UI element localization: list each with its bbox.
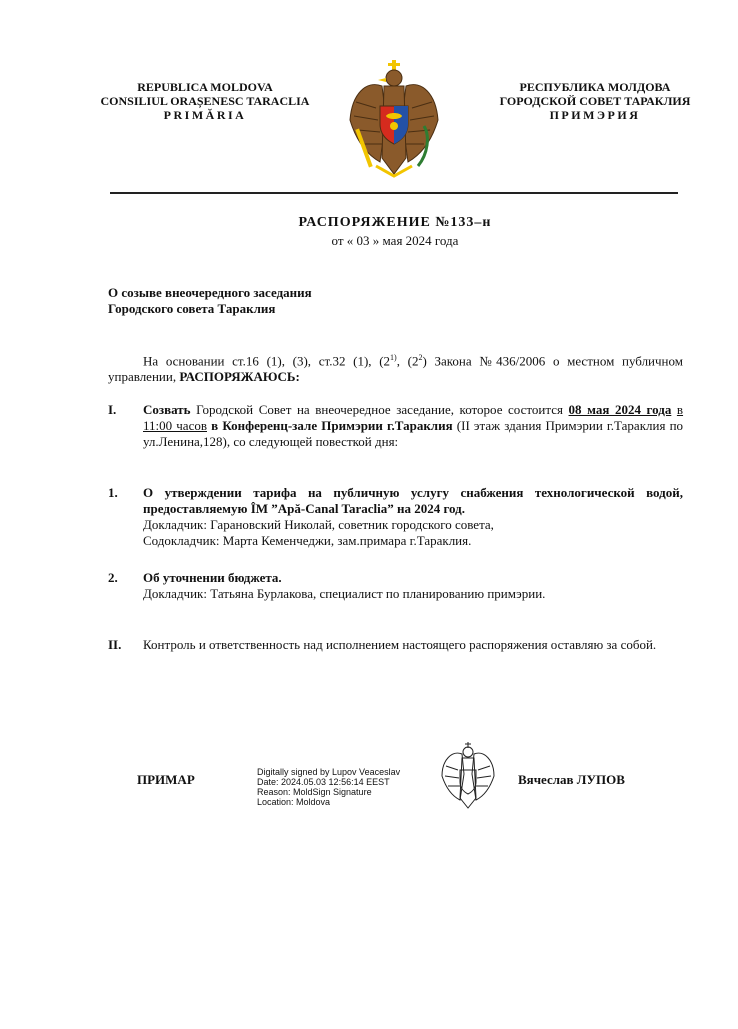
agenda-item-2-title: Об уточнении бюджета. [143,570,282,585]
agenda-item-2-number: 2. [108,570,118,585]
coat-of-arms-icon [346,58,442,180]
section2-text: Контроль и ответственность над исполнением настоящего распоряжения оставляю за собой. [143,637,657,652]
subject-line2: Городского совета Тараклия [108,301,276,316]
header-left-line1: REPUBLICA MOLDOVA [137,80,273,94]
agenda-item-1-title: О утверждении тарифа на публичную услугу снабжения технологической водой, предоставляемую ÎM ”Apă-Canal Taraclia” на 2024 год. [143,485,683,516]
digital-signature-line2: Date: 2024.05.03 12:56:14 EEST [257,777,390,787]
section1-t1: Созвать [143,402,191,417]
signature-name: Вячеслав ЛУПОВ [518,772,625,787]
agenda-item-2-speaker: Докладчик: Татьяна Бурлакова, специалист по планированию примэрии. [143,586,546,601]
section1-time: в 11:00 часов [143,402,684,433]
section1-t7: (II этаж здания Примэрии г.Тараклия по ул.Ленина,128), со следующей повесткой дня: [143,418,684,449]
section2-number: II. [108,637,122,652]
digital-signature-line4: Location: Moldova [257,797,331,807]
section1-number: I. [108,402,117,417]
section1-text [143,402,683,450]
basis-sup1: 1) [390,353,397,362]
basis-sup2: 2 [418,353,423,362]
header-left-line3: PRIMĂRIA [163,108,247,122]
header-right [490,80,700,122]
subject-line1: О созыве внеочередного заседания [108,285,312,300]
digital-signature [257,767,400,807]
basis-text-a: На основании ст.16 (1), (3), ст.32 (1), (2 [143,353,391,369]
agenda-item-1 [143,485,683,549]
basis-text-c: ) Закона №436/2006 о местном публичном управлении, [108,353,683,385]
document-subject [108,285,312,317]
agenda-item-1-number: 1. [108,485,118,500]
section1-t5: в [211,418,219,433]
document-date: от « 03 » мая 2024 года [331,233,459,248]
basis-paragraph [108,350,683,385]
agenda-item-1-speaker: Докладчик: Гарановский Николай, советник городского совета, [143,517,494,532]
digital-signature-line1: Digitally signed by Lupov Veaceslav [257,767,401,777]
digital-signature-line3: Reason: MoldSign Signature [257,787,372,797]
header-right-line2: ГОРОДСКОЙ СОВЕТ ТАРАКЛИЯ [499,94,691,108]
header-divider [110,192,678,194]
basis-text-b: , (2 [396,353,419,369]
section1-venue: Конференц-зале Примэрии г.Тараклия [222,418,453,433]
header-right-line1: РЕСПУБЛИКА МОЛДОВА [519,80,671,94]
section1-date: 08 мая 2024 года [568,402,672,417]
document-title: РАСПОРЯЖЕНИЕ №133–н [298,215,492,230]
basis-decree: РАСПОРЯЖАЮСЬ: [179,369,300,385]
header-left-line2: CONSILIUL ORAȘENESC TARACLIA [100,94,310,108]
header-right-line3: ПРИМЭРИЯ [549,108,641,122]
signature-role: ПРИМАР [137,772,195,787]
header-left [90,80,320,122]
section1-t2: Городской Совет на внеочередное заседание, которое состоится [196,402,563,417]
agenda-item-1-cospeaker: Содокладчик: Марта Кеменчеджи, зам.примара г.Тараклия. [143,533,472,548]
signature-seal-icon [440,740,496,812]
agenda-item-2 [143,570,683,602]
